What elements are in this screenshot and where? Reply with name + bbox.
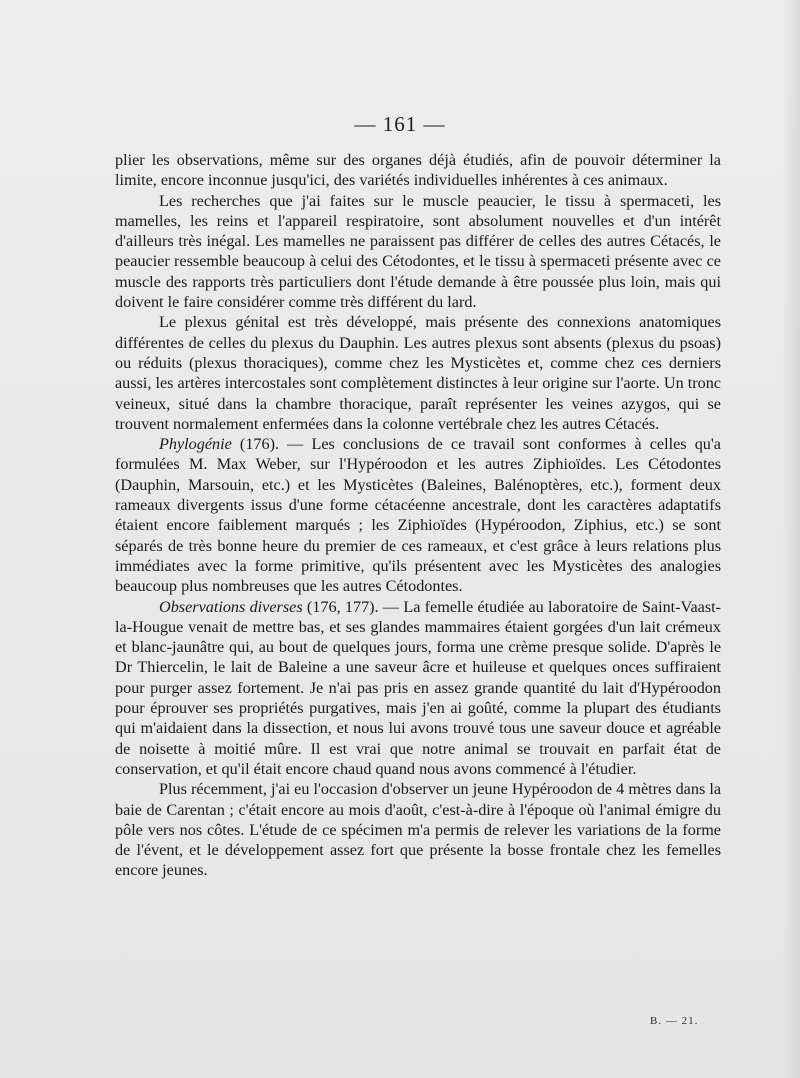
paragraph-6: Plus récemment, j'ai eu l'occasion d'observer un jeune Hypéroodon de 4 mètres dans la baie de Carentan ; c'était encore au mois d'août, c'est-à-dire à l'époque où l'animal émigre du pôle vers nos côtes. L'étude de ce spécimen m'a permis de relever les variations de la forme de l'évent, et le développement assez fort que présente la bosse frontale chez les femelles encore jeunes. (115, 780, 721, 880)
paragraph-observations (115, 597, 721, 780)
section-refs-phylogenie: (176). (231, 435, 280, 454)
section-lead-observations: Observations diverses (159, 597, 303, 616)
section-lead-phylogenie: Phylogénie (159, 435, 232, 454)
body-text (115, 150, 721, 881)
paragraph-phylogenie-text: — Les conclusions de ce travail sont conformes à celles qu'a formulées M. Max Weber, sur l'Hypéroodon et les autres Ziphioïdes. Les Cétodontes (Dauphin, Marsouin, etc.) et les Mysticètes (Baleines, Balénoptères, etc.), forment deux rameaux divergents issus d'une forme cétacéenne ancestrale, dont les caractères adaptatifs étaient encore faiblement marqués ; les Ziphioïdes (Hypéroodon, Ziphius, etc.) se sont séparés de très bonne heure du premier de ces rameaux, et c'est grâce à leurs relations plus immédiates avec la forme primitive, qu'ils présentent avec les Mysticètes des analogies beaucoup plus nombreuses que les autres Cétodontes. (115, 435, 721, 596)
paragraph-1: plier les observations, même sur des organes déjà étudiés, afin de pouvoir déterminer la limite, encore inconnue jusqu'ici, des variétés individuelles inhérentes à ces animaux. (115, 151, 721, 190)
page-edge-shadow (782, 0, 800, 1078)
section-refs-observations: (176, 177). (302, 597, 379, 616)
paragraph-phylogenie (115, 434, 721, 596)
paragraph-3: Le plexus génital est très développé, mais présente des connexions anatomiques différentes de celles du plexus du Dauphin. Les autres plexus sont absents (plexus du psoas) ou réduits (plexus thoraciques), comme chez les Mysticètes et, comme chez ces derniers aussi, les artères intercostales sont complètement distinctes à leur origine sur l'aorte. Un tronc veineux, situé dans la chambre thoracique, paraît représenter les veines azygos, qui se trouvent normalement enfermées dans la colonne vertébrale chez les autres Cétacés. (115, 313, 721, 433)
page-number: — 161 — (354, 112, 446, 136)
paragraph-2: Les recherches que j'ai faites sur le muscle peaucier, le tissu à spermaceti, les mamelles, les reins et l'appareil respiratoire, sont absolument nouvelles et d'un intérêt d'ailleurs très inégal. Les mamelles ne paraissent pas différer de celles des autres Cétacés, le peaucier ressemble beaucoup à celui des Cétodontes, et le tissu à spermaceti présente avec ce muscle des rapports très particuliers dont l'étude demande à être poussée plus loin, mais qui doivent le faire considérer comme très différent du lard. (115, 191, 721, 312)
paragraph-observations-text: — La femelle étudiée au laboratoire de Saint-Vaast-la-Hougue venait de mettre bas, et ses glandes mammaires étaient gorgées d'un lait crémeux et blanc-jaunâtre qui, au bout de quelques jours, forma une crème presque solide. D'après le Dr Thiercelin, le lait de Baleine a une saveur âcre et huileuse et quelques onces suffiraient pour purger assez fortement. Je n'ai pas pris en assez grande quantité du lait d'Hypéroodon pour éprouver ses propriétés purgatives, mais j'en ai goûté, comme la plupart des étudiants qui m'aidaient dans la dissection, et nous lui avons trouvé tous une saveur douce et agréable de noisette à moitié mûre. Il est vrai que notre animal se trouvait en parfait état de conservation, et qu'il était encore chaud quand nous avons commencé à l'étudier. (115, 597, 722, 778)
signature-mark: B. — 21. (650, 1015, 699, 1027)
